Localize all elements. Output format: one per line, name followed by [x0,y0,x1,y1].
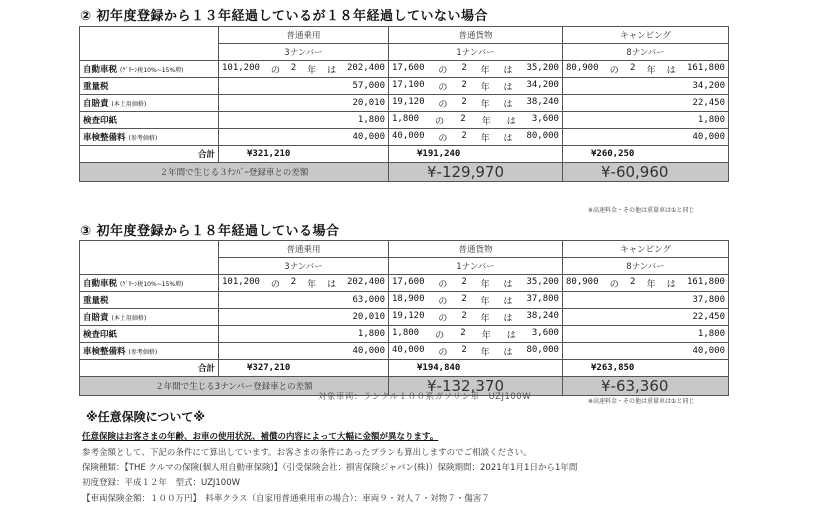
vehicle-note: 対象車両：ランクル１００系ガソリン車 UZJ100W [318,392,532,402]
value-part: の [270,65,280,76]
value-part: は [327,65,337,76]
value-part: の [609,65,619,76]
table-row [80,112,729,129]
value-cell: 34,200 [563,78,729,95]
insurance-line: 参考金額として、下記の条件にて算出しています。お客さまの条件にあったプランも算出しますのでご相談ください。 [82,448,532,458]
row-label-note: (本土用価格) [111,315,147,322]
value-part: 年 [480,347,490,358]
value-part: は [503,296,513,307]
value-cell [389,275,563,292]
table-row [80,292,729,309]
value-part: の [438,313,448,324]
col-header-passenger: 普通乗用 [219,241,389,258]
row-label-note: (ｸﾞﾘｰﾝ税10%~15%増) [120,281,184,288]
total-camping: ¥260,250 [563,146,729,163]
value-cell: 20,010 [219,309,389,326]
value-part: は [503,99,513,110]
value-cell [563,61,729,78]
row-label-note: (本土用価格) [111,101,147,108]
total-cargo: ¥194,840 [389,360,563,377]
value-cell [389,95,563,112]
value-part: は [503,133,513,144]
row-label [80,78,219,95]
col-plate-camping: 8ナンバー [563,258,729,275]
value-part: 年 [480,279,490,290]
value-part: 1,800 [392,113,420,124]
value-part: の [435,116,445,127]
row-label-note: (ｸﾞﾘｰﾝ税10%~15%増) [120,67,184,74]
row-label [80,292,219,309]
col-header-camping: キャンピング [563,27,729,44]
table-row [80,129,729,146]
row-label-text: 車検整備料 [83,133,126,143]
row-label-text: 車検整備料 [83,347,126,357]
value-cell [219,275,389,292]
value-part: は [506,330,516,341]
value-part: 2 [461,62,467,73]
value-part: 35,200 [526,62,559,73]
table-row [80,61,729,78]
value-cell: 40,000 [219,343,389,360]
value-part: 2 [461,276,467,287]
value-cell [389,309,563,326]
value-part: 2 [460,113,466,124]
corner-cell [80,27,219,61]
insurance-line: 任意保険はお客さまの年齢、お車の使用状況、補償の内容によって大幅に金額が異なります。 [82,432,439,442]
insurance-line: 保険種類：【THE クルマの保険(個人用自動車保険)】（引受保険会社：損害保険ジャパン(株)）保険期間：2021年1月1日から1年間 [82,463,578,473]
value-part: 2 [629,276,636,287]
value-part: 37,800 [526,293,559,304]
value-part: 161,800 [687,276,725,287]
col-plate-cargo: 1ナンバー [389,44,563,61]
value-cell: 40,000 [563,129,729,146]
value-cell: 1,800 [563,112,729,129]
table-row [80,309,729,326]
section3-title: ③ 初年度登録から１８年経過している場合 [80,224,340,239]
difference-cargo: ¥-132,370 [389,377,563,396]
difference-cargo: ¥-129,970 [389,163,563,182]
value-cell [563,275,729,292]
value-part: の [438,347,448,358]
total-passenger: ¥327,210 [219,360,389,377]
section2-footnote: ※高速料金・その他は重量車は①と同じ [588,207,695,214]
value-part: は [666,65,676,76]
value-cell: 1,800 [563,326,729,343]
value-cell: 1,800 [219,326,389,343]
col-header-cargo: 普通貨物 [389,27,563,44]
col-header-passenger: 普通乗用 [219,27,389,44]
total-label: 合計 [80,360,219,377]
value-part: 年 [480,82,490,93]
value-cell [389,129,563,146]
value-part: 2 [629,62,636,73]
value-part: 34,200 [526,79,559,90]
cost-table-over-18-years [79,240,729,396]
value-cell [389,78,563,95]
value-part: の [438,99,448,110]
value-part: は [503,65,513,76]
corner-cell [80,241,219,275]
value-part: は [327,279,337,290]
value-part: 19,120 [392,310,425,321]
value-part: 202,400 [347,62,385,73]
row-label-text: 自動車税 [83,65,118,75]
value-part: は [503,82,513,93]
value-part: 101,200 [222,62,260,73]
value-part: 年 [480,99,490,110]
value-part: 年 [307,65,317,76]
value-cell [389,343,563,360]
value-part: 80,900 [566,276,599,287]
value-part: 年 [481,330,491,341]
difference-camping: ¥-60,960 [563,163,729,182]
row-label-text: 自賠責 [83,99,109,109]
total-camping: ¥263,850 [563,360,729,377]
col-plate-camping: 8ナンバー [563,44,729,61]
value-part: 3,600 [531,113,559,124]
value-part: の [438,65,448,76]
value-part: 年 [646,279,656,290]
value-part: の [438,82,448,93]
value-cell [389,61,563,78]
value-part: 80,000 [526,130,559,141]
row-label [80,112,219,129]
value-part: 80,000 [526,344,559,355]
value-cell: 22,450 [563,309,729,326]
value-cell: 40,000 [219,129,389,146]
value-part: 年 [480,296,490,307]
value-part: 101,200 [222,276,260,287]
table-row [80,275,729,292]
value-part: 40,000 [392,130,425,141]
section2-title: ② 初年度登録から１３年経過しているが１８年経過していない場合 [80,9,489,24]
value-part: 38,240 [526,96,559,107]
value-part: 年 [480,133,490,144]
row-label [80,309,219,326]
insurance-title: ※任意保険について※ [86,410,206,424]
row-label-text: 検査印紙 [83,116,118,126]
total-cargo: ¥191,240 [389,146,563,163]
value-part: は [666,279,676,290]
col-plate-cargo: 1ナンバー [389,258,563,275]
value-part: 2 [461,344,467,355]
value-part: 2 [461,310,467,321]
value-part: の [438,279,448,290]
value-cell [389,112,563,129]
value-part: の [609,279,619,290]
value-part: 年 [481,116,491,127]
value-cell: 40,000 [563,343,729,360]
value-part: 年 [480,313,490,324]
table-row [80,95,729,112]
value-part: 年 [480,65,490,76]
row-label-text: 検査印紙 [83,330,118,340]
value-part: の [438,296,448,307]
row-label [80,129,219,146]
value-part: は [503,279,513,290]
insurance-line: 初度登録：平成１２年 型式：UZJ100W [82,478,241,488]
value-part: 3,600 [531,327,559,338]
value-cell [219,61,389,78]
row-label [80,61,219,78]
value-part: 2 [461,293,467,304]
table-row [80,326,729,343]
value-cell: 37,800 [563,292,729,309]
value-part: 18,900 [392,293,425,304]
value-part: 202,400 [347,276,385,287]
row-label-note: (参考価格) [128,349,158,356]
row-label-text: 自動車税 [83,279,118,289]
section3-footnote: ※高速料金・その他は重量車は①と同じ [588,398,695,405]
value-cell [389,292,563,309]
value-cell: 20,010 [219,95,389,112]
value-part: 2 [290,62,297,73]
value-part: 年 [646,65,656,76]
value-part: 19,120 [392,96,425,107]
value-cell: 57,000 [219,78,389,95]
value-part: の [438,133,448,144]
row-label [80,95,219,112]
insurance-line: 【車両保険金額：１００万円】 料率クラス（自家用普通乗用車の場合）：車両９・対人７・対物７・傷害７ [82,494,490,504]
value-part: は [503,347,513,358]
row-label-note: (参考価格) [128,135,158,142]
row-label [80,326,219,343]
difference-label: ２年間で生じる3ナンバー登録車との差額 [80,377,389,396]
value-part: 35,200 [526,276,559,287]
value-part: 161,800 [687,62,725,73]
row-label [80,275,219,292]
row-label [80,343,219,360]
value-part: 17,600 [392,62,425,73]
value-part: 年 [307,279,317,290]
row-label-text: 重量税 [83,296,109,306]
value-part: 17,100 [392,79,425,90]
value-part: 17,600 [392,276,425,287]
difference-label: ２年間で生じる３ﾅﾝﾊﾞｰ登録車との差額 [80,163,389,182]
col-plate-passenger: 3ナンバー [219,44,389,61]
value-part: は [506,116,516,127]
value-part: 2 [461,96,467,107]
row-label-text: 重量税 [83,82,109,92]
col-header-cargo: 普通貨物 [389,241,563,258]
value-part: の [435,330,445,341]
value-part: 80,900 [566,62,599,73]
col-plate-passenger: 3ナンバー [219,258,389,275]
value-cell: 22,450 [563,95,729,112]
value-part: 1,800 [392,327,420,338]
table-row [80,78,729,95]
value-cell: 63,000 [219,292,389,309]
value-part: 2 [461,79,467,90]
total-passenger: ¥321,210 [219,146,389,163]
difference-camping: ¥-63,360 [563,377,729,396]
value-part: 2 [290,276,297,287]
col-header-camping: キャンピング [563,241,729,258]
value-cell: 1,800 [219,112,389,129]
value-part: 2 [460,327,466,338]
cost-table-13-18-years [79,26,729,182]
value-part: 38,240 [526,310,559,321]
row-label-text: 自賠責 [83,313,109,323]
value-part: 2 [461,130,467,141]
value-part: 40,000 [392,344,425,355]
value-cell [389,326,563,343]
value-part: の [270,279,280,290]
value-part: は [503,313,513,324]
total-label: 合計 [80,146,219,163]
table-row [80,343,729,360]
